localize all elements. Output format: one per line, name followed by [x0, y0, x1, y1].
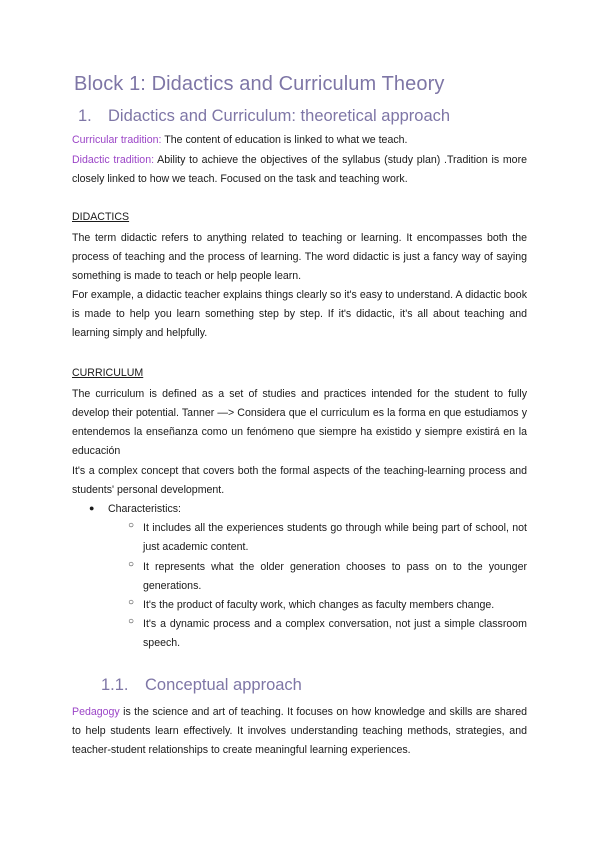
curriculum-heading: CURRICULUM — [72, 367, 144, 379]
didactics-heading: DIDACTICS — [72, 211, 130, 223]
sub-bullet: ○ — [128, 597, 135, 608]
pedagogy-text: is the science and art of teaching. It focuses on how knowledge and skills are shared to help students learn effectively. It involves understanding teaching methods, strategies, and teacher-student relationships to create meaningful learning experiences. — [72, 706, 527, 756]
document-title: Block 1: Didactics and Curriculum Theory — [74, 73, 445, 95]
didactic-tradition-label: Didactic tradition: — [72, 154, 155, 166]
section-heading: Didactics and Curriculum: theoretical approach — [108, 107, 451, 125]
curriculum-paragraph-2: It's a complex concept that covers both the formal aspects of the teaching-learning process and students' personal development. — [72, 465, 527, 496]
characteristics-label: Characteristics: — [108, 503, 181, 515]
section-number: 1. — [78, 107, 92, 125]
curricular-tradition-paragraph — [72, 131, 527, 150]
curricular-tradition-label: Curricular tradition: — [72, 134, 162, 146]
pedagogy-paragraph — [72, 703, 527, 760]
curriculum-paragraph-1: The curriculum is defined as a set of studies and practices intended for the student to fully develop their potential. Tanner —> Considera que el curriculum es la forma en que estudiamos y entendemos la enseñanza como un fenómeno que siempre ha existido y siempre existirá en la educación — [72, 388, 527, 457]
didactic-tradition-text: Ability to achieve the objectives of the syllabus (study plan) .Tradition is more closely linked to how we teach. Focused on the task and teaching work. — [72, 154, 527, 185]
didactics-paragraph-2: For example, a didactic teacher explains things clearly so it's easy to understand. A didactic book is made to help you learn something step by step. If it's didactic, it's all about teaching and learning simply and helpfully. — [72, 289, 527, 339]
subsection-heading: Conceptual approach — [145, 676, 302, 694]
sub-bullet: ○ — [128, 616, 135, 627]
bullet-dot: ● — [89, 503, 95, 513]
characteristic-item: It's a dynamic process and a complex conversation, not just a simple classroom speech. — [143, 618, 527, 649]
characteristic-item: It includes all the experiences students go through while being part of school, not just academic content. — [143, 522, 527, 553]
characteristic-item: It represents what the older generation chooses to pass on to the younger generations. — [143, 561, 527, 592]
sub-bullet: ○ — [128, 520, 135, 531]
curricular-tradition-text: The content of education is linked to what we teach. — [161, 134, 408, 146]
didactic-tradition-paragraph — [72, 151, 527, 189]
didactics-paragraph-1: The term didactic refers to anything related to teaching or learning. It encompasses both the process of teaching and the process of learning. The word didactic is just a fancy way of saying something is made to teach or help people learn. — [72, 232, 527, 282]
subsection-number: 1.1. — [101, 676, 129, 694]
characteristic-item: It's the product of faculty work, which changes as faculty members change. — [143, 599, 495, 611]
pedagogy-label: Pedagogy — [72, 706, 120, 718]
sub-bullet: ○ — [128, 559, 135, 570]
